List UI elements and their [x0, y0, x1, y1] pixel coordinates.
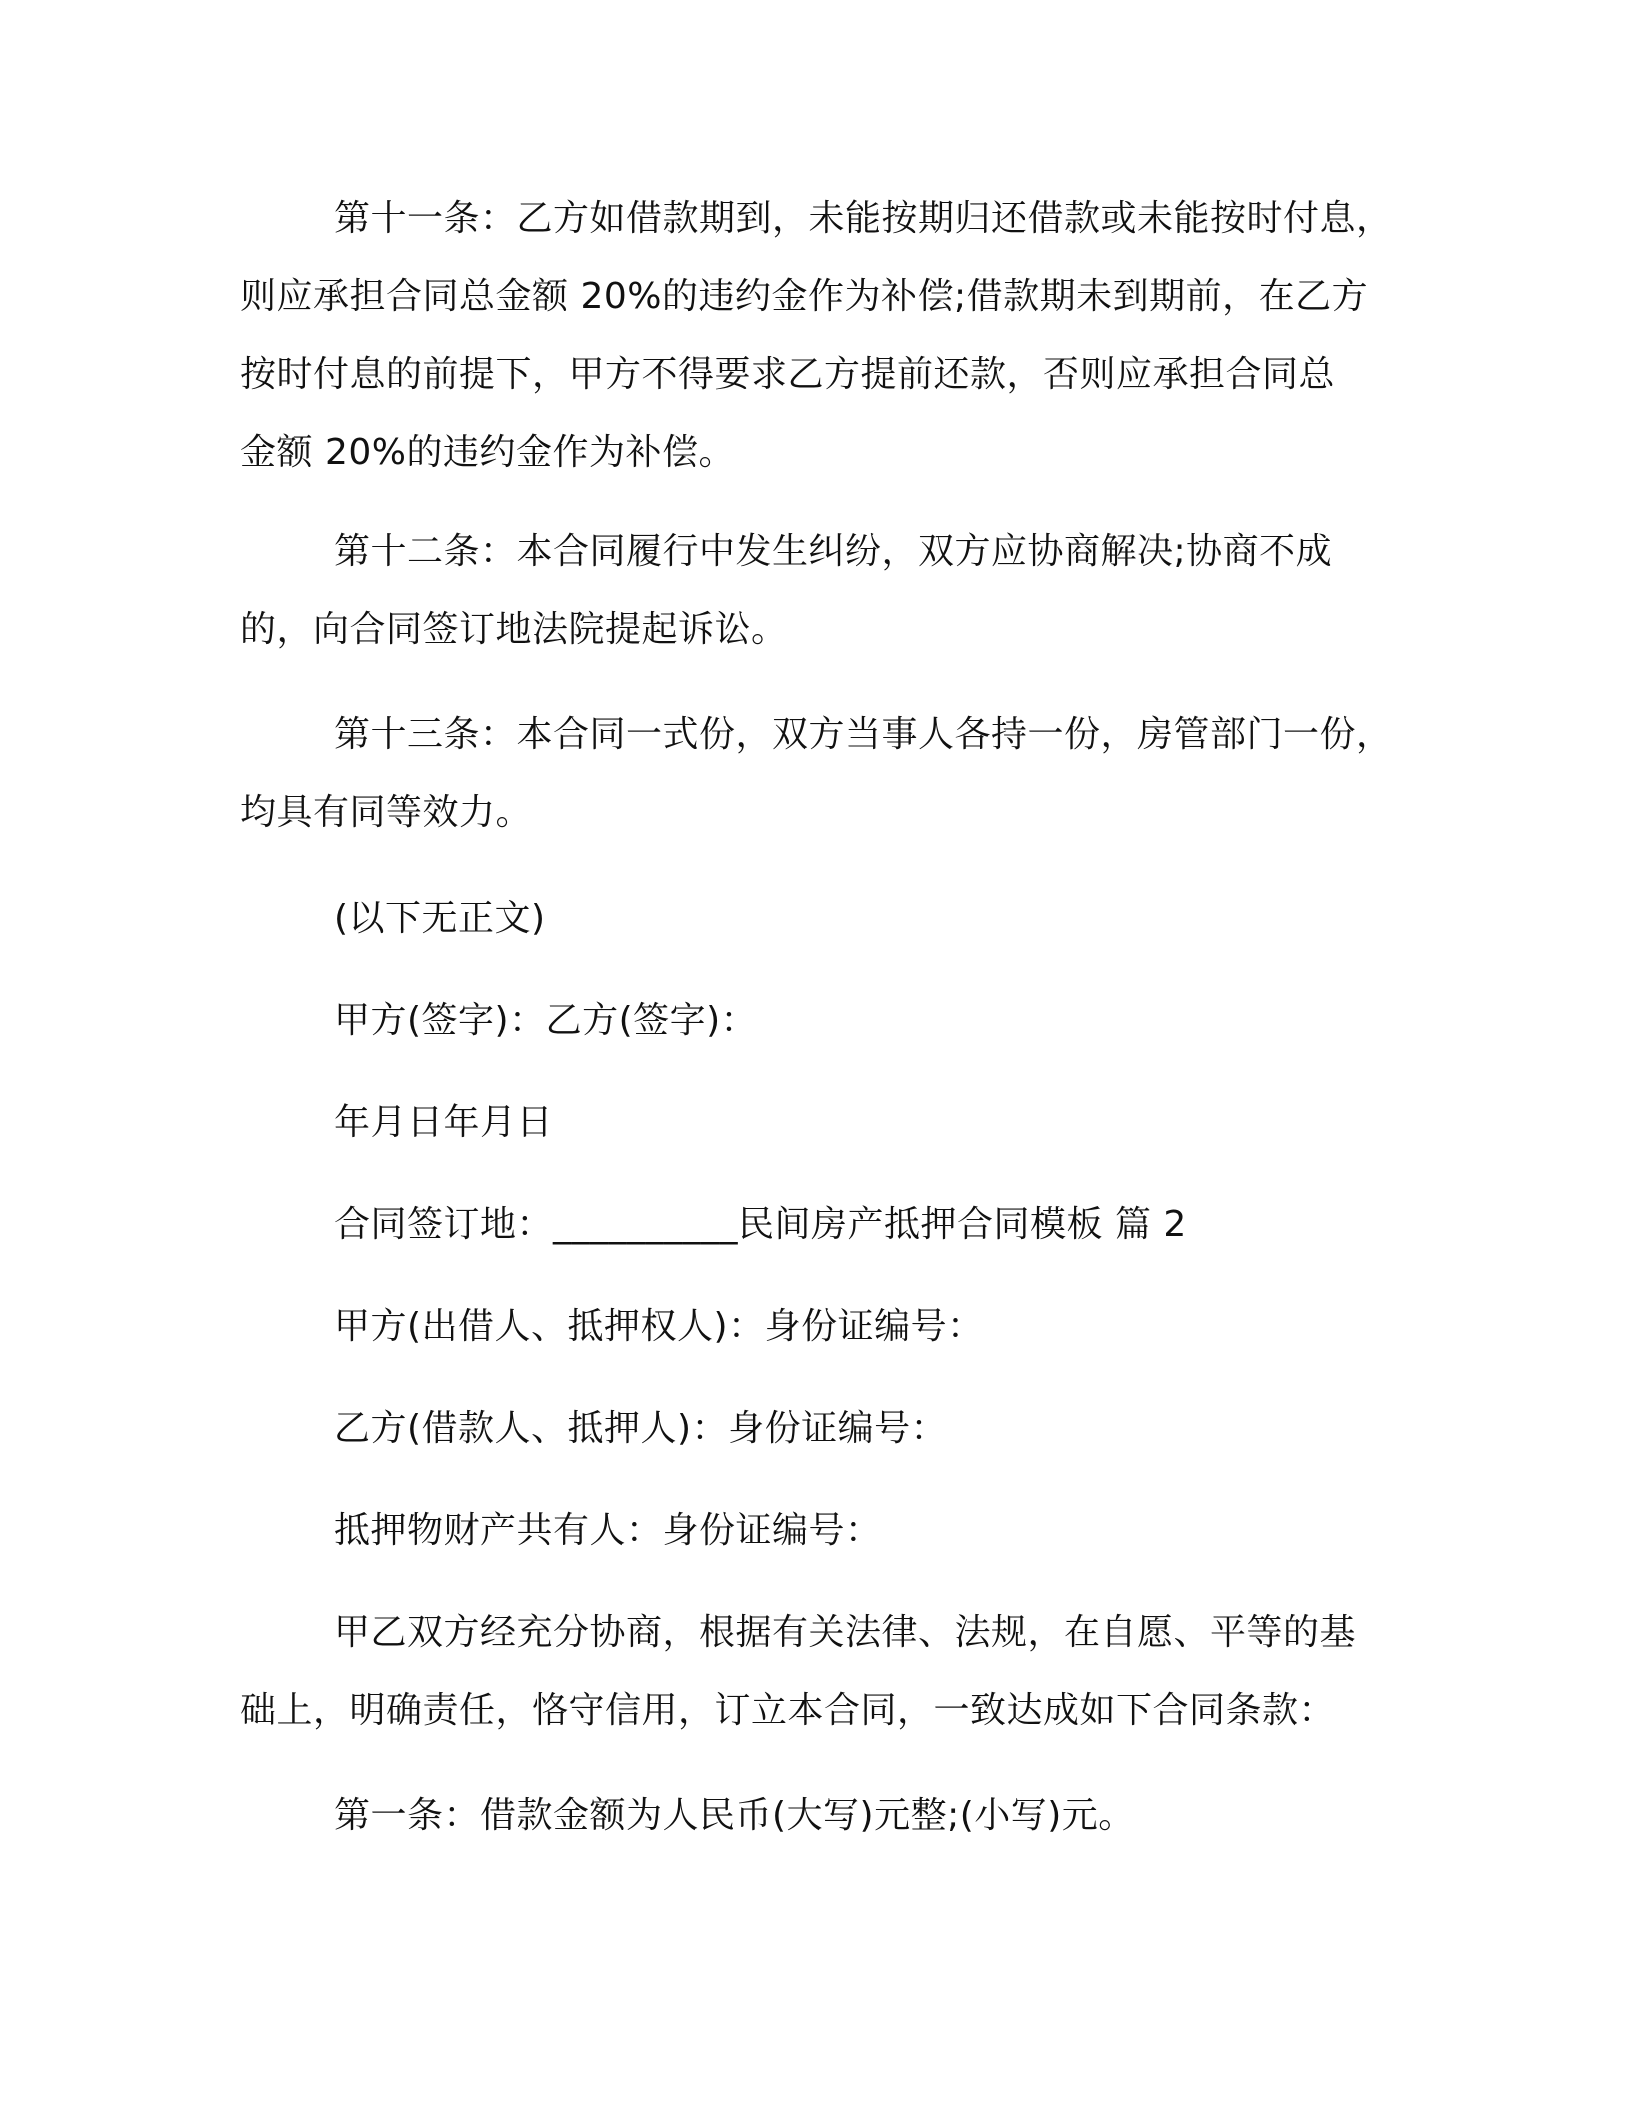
- party-b-line: 乙方(借款人、抵押人)：身份证编号：: [334, 1408, 948, 1449]
- agreement-intro-paragraph: 甲乙双方经充分协商，根据有关法律、法规，在自愿、平等的基 础上，明确责任，恪守信用，订立本合同，一致达成如下合同条款：: [240, 1612, 1357, 1731]
- article-12-paragraph: 第十二条：本合同履行中发生纠纷，双方应协商解决;协商不成 的，向合同签订地法院提起诉讼。: [240, 531, 1333, 650]
- date-line: 年月日年月日: [334, 1102, 554, 1143]
- article-13-paragraph: 第十三条：本合同一式份，双方当事人各持一份，房管部门一份， 均具有同等效力。: [240, 714, 1393, 833]
- party-a-line: 甲方(出借人、抵押权人)：身份证编号：: [334, 1306, 984, 1347]
- co-owner-line: 抵押物财产共有人：身份证编号：: [334, 1510, 882, 1551]
- article-11-paragraph: 第十一条：乙方如借款期到，未能按期归还借款或未能按时付息， 则应承担合同总金额 20%的违约金作为补偿;借款期未到期前，在乙方 按时付息的前提下，甲方不得要求乙方提前还款，否则应承担合同总 金额 20%的违约金作为补偿。: [240, 198, 1393, 473]
- signature-line: 甲方(签字)：乙方(签字)：: [334, 1000, 758, 1041]
- article-1-paragraph: 第一条：借款金额为人民币(大写)元整;(小写)元。: [334, 1795, 1135, 1836]
- no-more-text-note: (以下无正文): [334, 898, 546, 939]
- contract-place-title-line: 合同签订地：__________民间房产抵押合同模板 篇 2: [334, 1204, 1187, 1245]
